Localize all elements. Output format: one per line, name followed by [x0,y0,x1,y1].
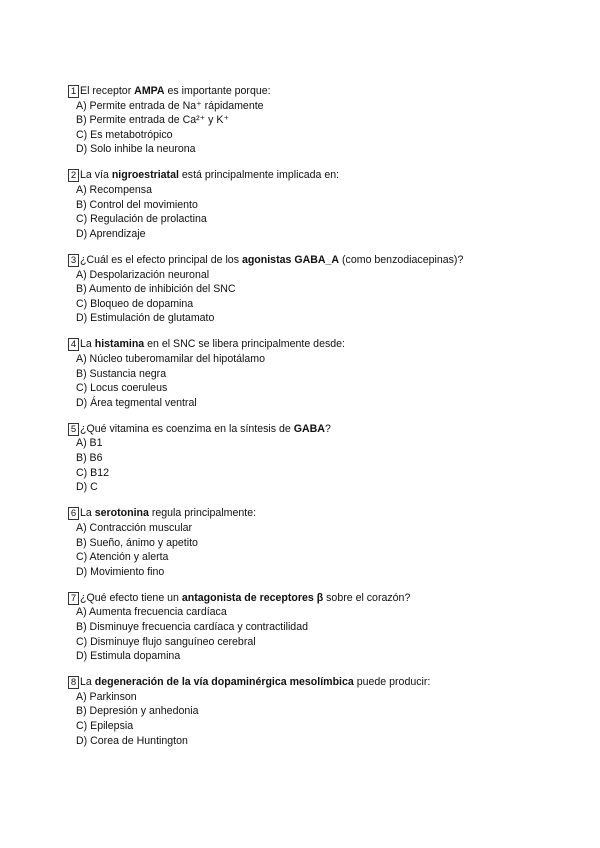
answer-option: D) Área tegmental ventral [76,396,197,409]
question-text [80,168,339,183]
answer-options [68,521,568,579]
question-text-part: (como benzodiacepinas)? [339,253,464,266]
question-text [80,675,430,690]
question-stem [68,253,568,268]
question-keyword: agonistas GABA_A [241,253,340,266]
answer-option: A) B1 [76,437,103,450]
question-text-part: está principalmente implicada en: [178,169,340,182]
answer-option: D) Solo inhibe la neurona [76,143,196,156]
answer-option: C) Atención y alerta [76,551,169,564]
answer-options [68,99,568,157]
question-text-part: regula principalmente: [148,507,257,520]
answer-option: B) Sueño, ánimo y apetito [76,536,198,549]
question-number-badge: 3 [68,254,79,267]
answer-option: A) Parkinson [76,690,137,703]
answer-option: D) Estimulación de glutamato [76,312,215,325]
question-keyword: degeneración de la vía dopaminérgica mesolímbica [94,676,354,689]
question-text-part: ¿Qué efecto tiene un [80,591,182,604]
question-1 [68,84,568,157]
question-text [80,337,345,352]
answer-options [68,268,568,326]
question-5 [68,422,568,495]
answer-option: B) Disminuye frecuencia cardíaca y contractilidad [76,621,308,633]
question-keyword: nigroestriatal [111,169,179,182]
question-stem [68,591,568,606]
question-text-part: La [80,676,95,689]
answer-option: A) Permite entrada de Na⁺ rápidamente [76,99,264,112]
answer-option: C) Disminuye flujo sanguíneo cerebral [76,635,256,648]
question-text-part: en el SNC se libera principalmente desde: [144,338,345,351]
question-text-part: ? [324,422,331,435]
answer-option: D) Movimiento fino [76,565,165,578]
question-text [80,84,271,99]
question-keyword: GABA [293,422,325,435]
question-text-part: puede producir: [353,676,431,689]
answer-option: B) B6 [76,452,103,465]
answer-option: A) Núcleo tuberomamilar del hipotálamo [76,353,266,365]
question-text [80,591,410,606]
answer-option: B) Permite entrada de Ca²⁺ y K⁺ [76,114,230,127]
question-text-part: ¿Cuál es el efecto principal de los [80,253,242,266]
question-7 [68,591,568,664]
answer-option: C) Regulación de prolactina [76,213,207,226]
answer-options [68,605,568,663]
question-text-part: La vía [80,169,112,182]
question-number-badge: 4 [68,338,79,351]
question-text-part: El receptor [80,85,135,97]
question-text [80,253,463,268]
question-stem [68,337,568,352]
answer-option: C) Epilepsia [76,720,134,733]
answer-option: C) Locus coeruleus [76,382,168,395]
question-text-part: La [80,507,95,520]
question-3 [68,253,568,326]
answer-option: C) Bloqueo de dopamina [76,297,194,310]
answer-option: B) Aumento de inhibición del SNC [76,283,236,296]
question-text-part: sobre el corazón? [323,591,411,604]
question-text [80,506,256,521]
answer-option: D) C [76,481,98,494]
question-4 [68,337,568,410]
answer-option: D) Aprendizaje [76,227,146,240]
question-keyword: histamina [94,338,145,351]
question-number-badge: 1 [68,85,79,98]
question-stem [68,84,568,99]
question-number-badge: 8 [68,676,79,689]
question-stem [68,506,568,521]
answer-option: C) B12 [76,466,109,479]
answer-option: A) Aumenta frecuencia cardíaca [76,606,227,619]
answer-option: B) Control del movimiento [76,198,198,211]
question-text-part: es importante porque: [164,85,271,97]
answer-option: A) Recompensa [76,184,152,197]
question-stem [68,675,568,690]
question-8 [68,675,568,748]
question-keyword: AMPA [134,85,165,97]
answer-options [68,352,568,410]
answer-options [68,436,568,494]
question-6 [68,506,568,579]
answer-option: D) Corea de Huntington [76,734,188,747]
answer-option: D) Estimula dopamina [76,650,181,663]
question-keyword: serotonina [94,507,149,520]
answer-option: A) Despolarización neuronal [76,268,210,281]
quiz-page [68,84,568,760]
question-keyword: antagonista de receptores β [181,591,324,604]
answer-options [68,690,568,748]
answer-options [68,183,568,241]
question-number-badge: 7 [68,592,79,605]
answer-option: C) Es metabotrópico [76,128,173,141]
answer-option: B) Sustancia negra [76,367,167,380]
question-text [80,422,331,437]
question-number-badge: 5 [68,423,79,436]
question-number-badge: 6 [68,507,79,520]
question-text-part: ¿Qué vitamina es coenzima en la síntesis de [80,422,294,435]
answer-option: B) Depresión y anhedonia [76,705,199,718]
question-stem [68,168,568,183]
answer-option: A) Contracción muscular [76,521,192,534]
question-2 [68,168,568,241]
question-text-part: La [80,338,95,351]
question-number-badge: 2 [68,169,79,182]
question-stem [68,422,568,437]
